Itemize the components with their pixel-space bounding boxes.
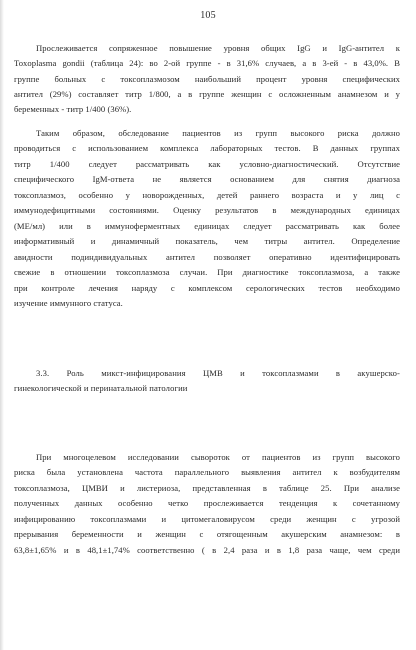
paragraph-2-line-9: авидности подиндивидуальных антител позволяет оперативно идентифицировать [14, 252, 400, 262]
paragraph-1-line-4: антител (29%) составляет титр 1/800, а в группе женщин с осложненным анамнезом и у [14, 89, 400, 99]
section-heading-line-1: 3.3. Роль микст-инфицирования ЦМВ и токсоплазмами в акушерско- [36, 368, 400, 378]
paragraph-2-line-6: иммунодефицитными состояниями. Оценку результатов в международных единицах [14, 205, 400, 215]
paragraph-2-line-1: Таким образом, обследование пациентов из групп высокого риска должно [36, 128, 400, 138]
paragraph-3-line-7: 63,8±1,65% и в 48,1±1,74% соответственно ( в 2,4 раза и в 1,8 раза чаще, чем среди [14, 545, 400, 555]
paragraph-2-line-2: проводиться с использованием комплекса лабораторных тестов. В данных группах [14, 143, 400, 153]
paragraph-3-line-3: токсоплазмоза, ЦМВИ и листериоза, представленная в таблице 25. При анализе [14, 483, 400, 493]
paragraph-1-line-2: Toxoplasma gondii (таблица 24): во 2-ой группе - в 31,6% случаев, а в 3-ей - в 43,0%. В [14, 58, 400, 68]
paragraph-3-line-6: прерывания беременности и женщин с отягощенным акушерским анамнезом: в [14, 529, 400, 539]
section-heading-line-2: гинекологической и перинатальной патологии [14, 383, 188, 393]
paragraph-1-line-3: группе больных с токсоплазмозом наибольший процент уровня специфических [14, 74, 400, 84]
paragraph-1-line-5: беременных - титр 1/400 (36%). [14, 104, 132, 114]
paragraph-2-line-10: свежие в отношении токсоплазмоза случаи. При диагностике токсоплазмоза, а также [14, 267, 400, 277]
paragraph-3-line-4: полученных данных особенно четко прослеживается тенденция к сочетанному [14, 498, 400, 508]
paragraph-2-line-7: (МЕ/мл) или в иммуноферментных единицах следует рассматривать как более [14, 221, 400, 231]
paragraph-1-line-1: Прослеживается сопряженное повышение уровня общих IgG и IgG-антител к [36, 43, 400, 53]
paragraph-2-line-3: титр 1/400 следует рассматривать как условно-диагностический. Отсутствие [14, 159, 400, 169]
page-number: 105 [200, 10, 216, 21]
paragraph-2-line-8: информативный и динамичный показатель, чем титры антител. Определение [14, 236, 400, 246]
paragraph-2-line-11: при контроле лечения наряду с комплексом серологических тестов необходимо [14, 283, 400, 293]
paragraph-2-line-4: специфического IgM-ответа не является основанием для снятия диагноза [14, 174, 400, 184]
paragraph-3-line-1: При многоцелевом исследовании сывороток от пациентов из групп высокого [36, 452, 400, 462]
paragraph-3-line-2: риска была установлена частота параллельного выявления антител к возбудителям [14, 467, 400, 477]
scan-edge-shadow [0, 0, 4, 650]
paragraph-2-line-5: токсоплазмоз, особенно у новорожденных, детей раннего возраста и у лиц с [14, 190, 400, 200]
paragraph-2-line-12: изучение иммунного статуса. [14, 298, 123, 308]
paragraph-3-line-5: инфицированию токсоплазмами и цитомегаловирусом среди женщин с угрозой [14, 514, 400, 524]
